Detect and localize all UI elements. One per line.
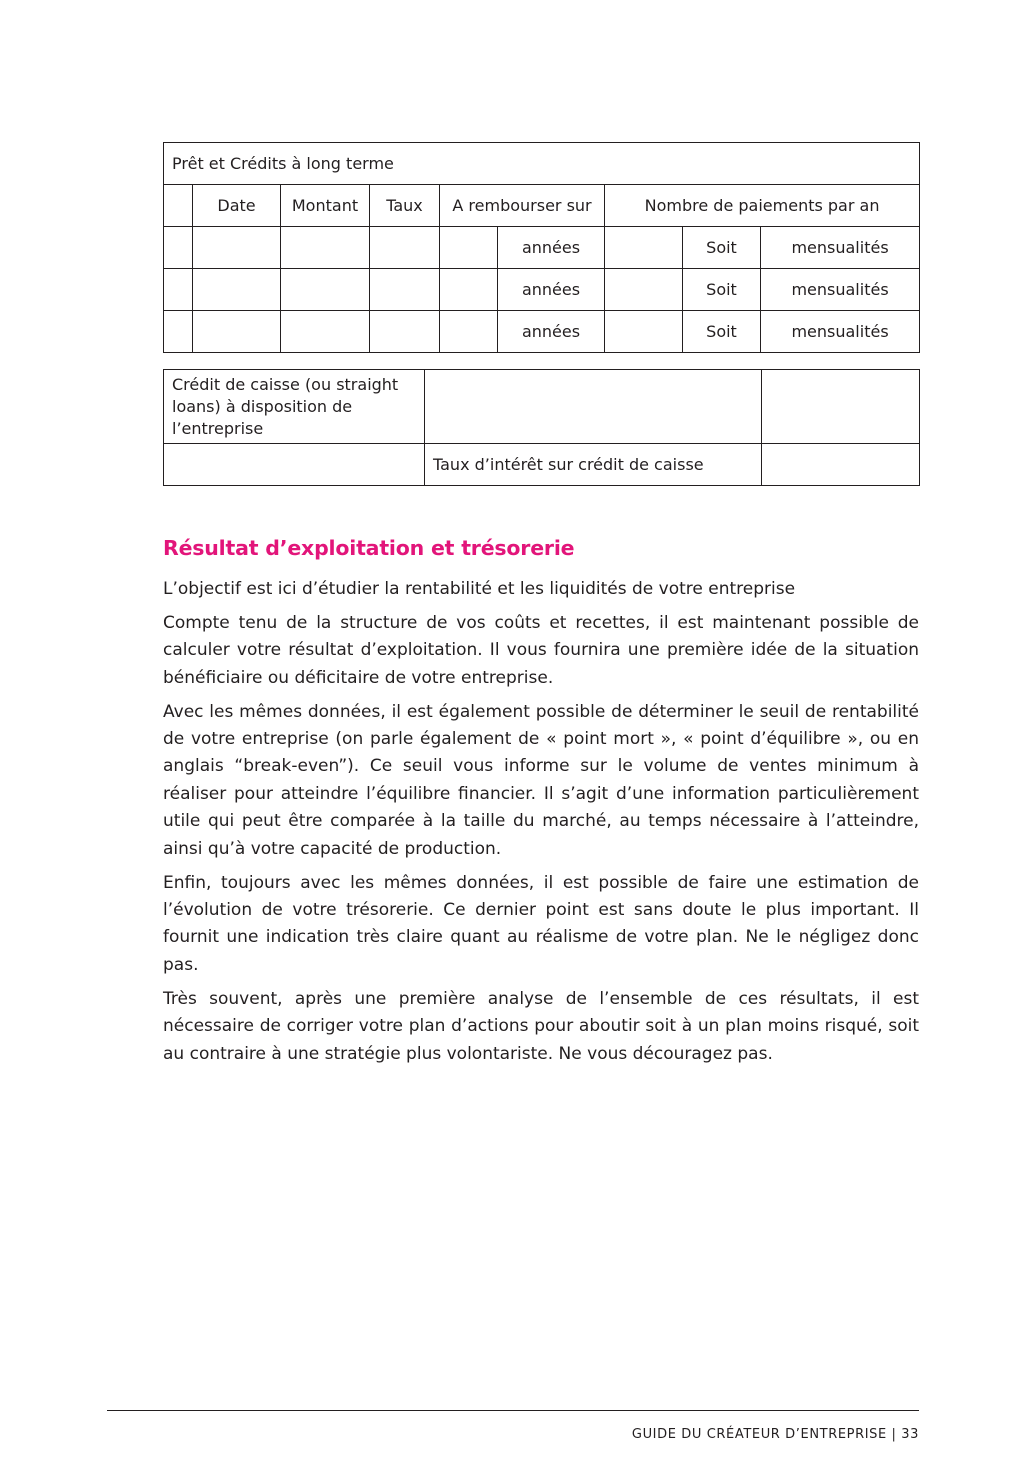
header-rembourser: A rembourser sur <box>440 185 605 227</box>
paiements-cell[interactable] <box>605 311 683 353</box>
cash-credit-rate-label: Taux d’intérêt sur crédit de caisse <box>425 444 762 486</box>
header-montant: Montant <box>281 185 370 227</box>
paragraph: Enfin, toujours avec les mêmes données, il est possible de faire une estimation de l’évolution de votre trésorerie. Ce dernier point est sans doute le plus important. Il fournit une indication très claire quant au réalisme de votre plan. Ne le négligez donc pas. <box>163 872 919 975</box>
table-row <box>164 311 920 353</box>
footer-divider <box>107 1410 919 1411</box>
header-taux: Taux <box>370 185 440 227</box>
montant-cell[interactable] <box>281 269 370 311</box>
rembourser-cell[interactable] <box>440 269 498 311</box>
soit-label: Soit <box>683 269 761 311</box>
paragraph: Compte tenu de la structure de vos coûts et recettes, il est maintenant possible de calculer votre résultat d’exploitation. Il vous fournira une première idée de la situation bénéficiaire ou déficitaire de votre entreprise. <box>163 612 919 688</box>
row-index-cell <box>164 185 193 227</box>
row-index-cell[interactable] <box>164 311 193 353</box>
cash-credit-table <box>163 369 920 486</box>
paiements-cell[interactable] <box>605 269 683 311</box>
date-cell[interactable] <box>193 311 281 353</box>
header-date: Date <box>193 185 281 227</box>
cash-credit-rate-cell[interactable] <box>762 444 920 486</box>
row-index-cell[interactable] <box>164 227 193 269</box>
montant-cell[interactable] <box>281 311 370 353</box>
montant-cell[interactable] <box>281 227 370 269</box>
footer-text: GUIDE DU CRÉATEUR D’ENTREPRISE | 33 <box>631 1427 919 1442</box>
rembourser-cell[interactable] <box>440 227 498 269</box>
cash-credit-label: Crédit de caisse (ou straight loans) à disposition de l’entreprise <box>164 370 425 444</box>
row-index-cell[interactable] <box>164 269 193 311</box>
annees-label: années <box>498 227 605 269</box>
loan-table <box>163 142 920 353</box>
cash-credit-amount-cell[interactable] <box>425 370 762 444</box>
loan-table-title: Prêt et Crédits à long terme <box>164 143 920 185</box>
date-cell[interactable] <box>193 269 281 311</box>
annees-label: années <box>498 269 605 311</box>
taux-cell[interactable] <box>370 227 440 269</box>
table-row <box>164 269 920 311</box>
mensualites-label: mensualités <box>761 227 920 269</box>
paragraph: Très souvent, après une première analyse de l’ensemble de ces résultats, il est nécessaire de corriger votre plan d’actions pour aboutir soit à un plan moins risqué, soit au contraire à une stratégie plus volontariste. Ne vous découragez pas. <box>163 988 919 1064</box>
header-paiements: Nombre de paiements par an <box>605 185 920 227</box>
mensualites-label: mensualités <box>761 311 920 353</box>
cash-credit-extra-cell[interactable] <box>762 370 920 444</box>
rembourser-cell[interactable] <box>440 311 498 353</box>
annees-label: années <box>498 311 605 353</box>
soit-label: Soit <box>683 311 761 353</box>
section-body <box>163 576 919 1074</box>
date-cell[interactable] <box>193 227 281 269</box>
taux-cell[interactable] <box>370 311 440 353</box>
paiements-cell[interactable] <box>605 227 683 269</box>
mensualites-label: mensualités <box>761 269 920 311</box>
taux-cell[interactable] <box>370 269 440 311</box>
paragraph: L’objectif est ici d’étudier la rentabilité et les liquidités de votre entreprise <box>163 579 796 599</box>
cash-credit-blank-cell <box>164 444 425 486</box>
paragraph: Avec les mêmes données, il est également possible de déterminer le seuil de rentabilité de votre entreprise (on parle également de « point mort », « point d’équilibre », ou en anglais “break-even”). Ce seuil vous informe sur le volume de ventes minimum à réaliser pour atteindre l’équilibre financier. Il s’agit d’une information particulièrement utile qui peut être comparée à la taille du marché, au temps nécessaire à l’atteindre, ainsi qu’à votre capacité de production. <box>163 701 919 859</box>
section-heading: Résultat d’exploitation et trésorerie <box>163 536 575 560</box>
table-row <box>164 227 920 269</box>
soit-label: Soit <box>683 227 761 269</box>
